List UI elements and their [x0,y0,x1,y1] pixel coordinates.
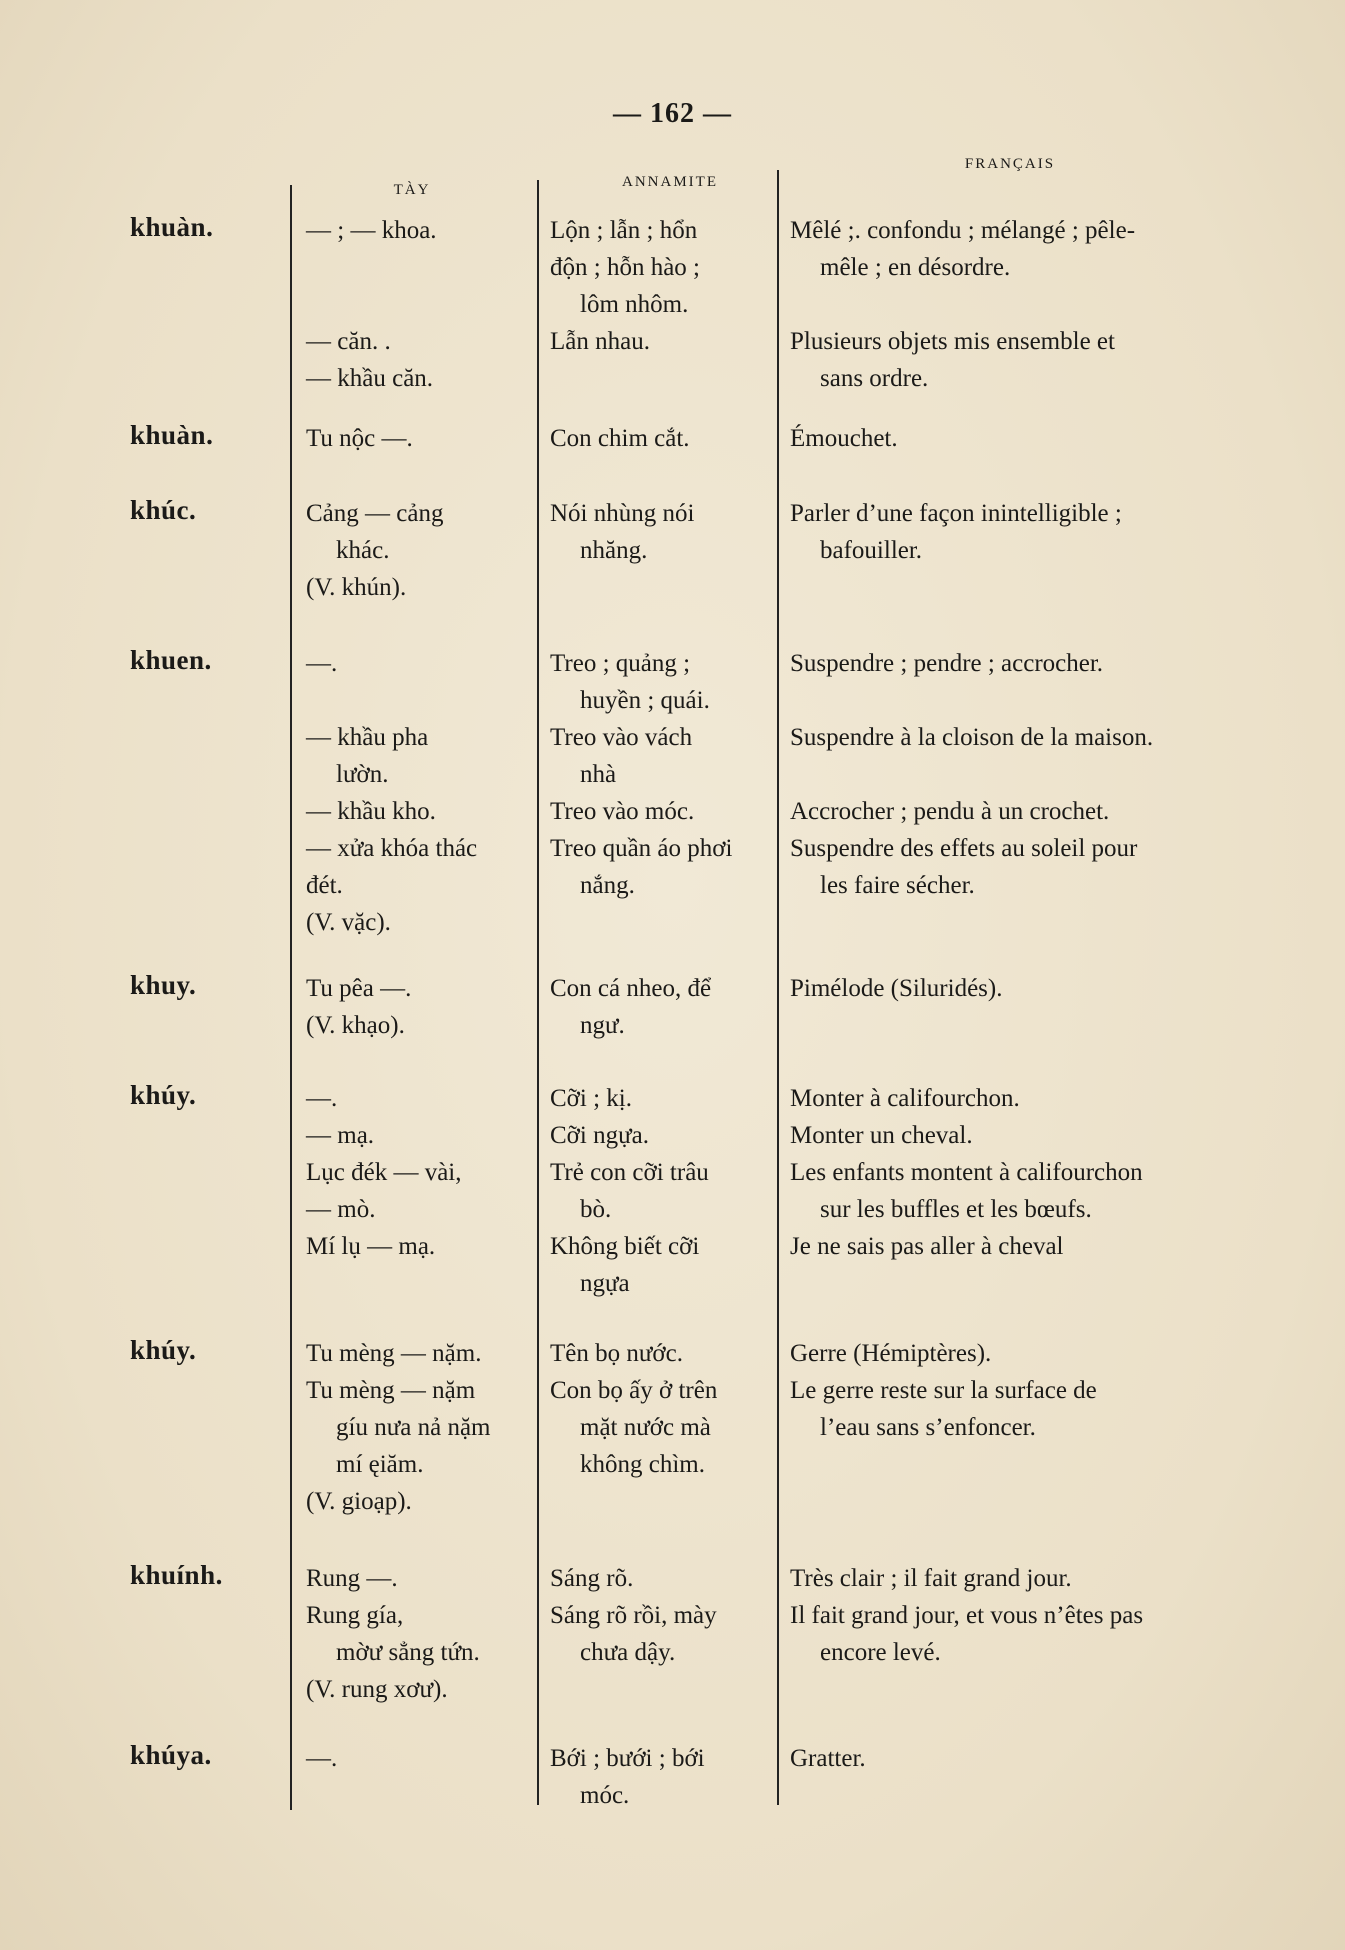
text-line: Cỡi ; kị. [550,1085,632,1112]
text-line: — căn. . [306,328,391,355]
text-line: sur les buffles et les bœufs. [820,1196,1092,1223]
french-translation [790,1080,1280,1265]
text-line: — mạ. [306,1122,375,1149]
column-rule-1 [290,185,292,1810]
text-line: Rung —. [306,1565,398,1592]
text-line: — khầu kho. [306,798,436,825]
text-line: (V. rung xơư). [306,1676,448,1703]
french-translation [790,1740,1280,1777]
text-line: Trẻ con cỡi trâu [550,1159,709,1186]
text-line: Sáng rõ. [550,1565,634,1592]
text-line: Parler d’une façon inintelligible ; [790,500,1122,527]
line-gap [790,756,1280,793]
text-line: Treo vào móc. [550,798,695,825]
tay-translation [306,1740,536,1777]
text-line: mí ęiăm. [336,1451,424,1478]
header-annamite: ANNAMITE [622,174,718,190]
annamite-translation [550,1560,786,1671]
text-line: — ; — khoa. [306,217,437,244]
text-line: encore levé. [820,1639,941,1666]
text-line: Mí lụ — mạ. [306,1233,436,1260]
text-line: Les enfants montent à califourchon [790,1159,1143,1186]
entry-headword: khuen. [130,645,212,675]
text-line: (V. khún). [306,574,407,601]
text-line: chưa dậy. [580,1639,676,1666]
text-line: gíu nưa nả nặm [336,1414,491,1441]
french-translation [790,212,1280,397]
text-line: (V. vặc). [306,909,391,936]
text-line: nhăng. [580,537,648,564]
text-line: Suspendre des effets au soleil pour [790,835,1138,862]
tay-translation [306,970,536,1044]
text-line: nắng. [580,872,635,899]
text-line: Không biết cỡi [550,1233,700,1260]
text-line: Con bọ ấy ở trên [550,1377,718,1404]
text-line: Monter à califourchon. [790,1085,1020,1112]
annamite-translation [550,495,786,569]
tay-translation [306,212,536,397]
tay-translation [306,495,536,606]
tay-translation [306,645,536,941]
text-line: Lẫn nhau. [550,328,650,355]
text-line: Je ne sais pas aller à cheval [790,1233,1064,1260]
text-line: Cảng — cảng [306,500,444,527]
annamite-translation [550,1335,786,1483]
text-line: —. [306,1085,338,1112]
entry-headword: khúy. [130,1335,197,1365]
line-gap [790,286,1280,323]
text-line: đét. [306,872,343,899]
text-line: ngựa [580,1270,630,1297]
text-line: bò. [580,1196,612,1223]
text-line: ngư. [580,1012,625,1039]
french-translation [790,645,1280,904]
annamite-translation [550,1080,786,1302]
text-line: Gratter. [790,1745,866,1772]
text-line: (V. khạo). [306,1012,405,1039]
annamite-translation [550,970,786,1044]
column-rule-2 [537,180,539,1805]
entry-headword: khuàn. [130,212,214,242]
line-gap [306,249,536,286]
text-line: Tu mèng — nặm. [306,1340,482,1367]
text-line: lườn. [336,761,389,788]
text-line: Cỡi ngựa. [550,1122,649,1149]
text-line: Treo quần áo phơi [550,835,733,862]
text-line: lôm nhôm. [580,291,689,318]
text-line: không chìm. [580,1451,705,1478]
text-line: — mò. [306,1196,376,1223]
text-line: Pimélode (Siluridés). [790,975,1003,1002]
tay-translation [306,1080,536,1265]
text-line: móc. [580,1782,630,1809]
french-translation [790,1335,1280,1446]
text-line: Con cá nheo, để [550,975,712,1002]
text-line: khác. [336,537,390,564]
annamite-translation [550,212,786,360]
text-line: Il fait grand jour, et vous n’êtes pas [790,1602,1144,1629]
text-line: Treo vào vách [550,724,693,751]
french-translation [790,970,1280,1007]
line-gap [306,682,536,719]
entry-headword: khuính. [130,1560,223,1590]
text-line: Monter un cheval. [790,1122,973,1149]
text-line: độn ; hỗn hào ; [550,254,700,281]
text-line: Tu mèng — nặm [306,1377,476,1404]
text-line: mặt nước mà [580,1414,711,1441]
page-number: — 162 — [613,98,732,129]
text-line: Lục đék — vài, [306,1159,462,1186]
text-line: Con chim cắt. [550,425,690,452]
text-line: —. [306,1745,338,1772]
tay-translation [306,1335,536,1520]
text-line: Sáng rõ rồi, mày [550,1602,717,1629]
tay-translation [306,1560,536,1708]
text-line: nhà [580,761,617,788]
text-line: Accrocher ; pendu à un crochet. [790,798,1110,825]
text-line: Gerre (Hémiptères). [790,1340,992,1367]
text-line: Lộn ; lẫn ; hổn [550,217,698,244]
text-line: —. [306,650,338,677]
line-gap [306,286,536,323]
entry-headword: khuàn. [130,420,214,450]
header-francais: FRANÇAIS [964,156,1056,172]
text-line: Émouchet. [790,425,898,452]
text-line: — xửa khóa thác [306,835,478,862]
text-line: bafouiller. [820,537,923,564]
annamite-translation [550,645,786,904]
annamite-translation [550,420,786,457]
entry-headword: khúc. [130,495,197,525]
text-line: Tu pêa —. [306,975,412,1002]
french-translation [790,420,1280,457]
tay-translation [306,420,536,457]
text-line: Nói nhùng nói [550,500,695,527]
text-line: Mêlé ;. confondu ; mélangé ; pêle- [790,217,1136,244]
text-line: Très clair ; il fait grand jour. [790,1565,1072,1592]
text-line: Rung gía, [306,1602,404,1629]
french-translation [790,495,1280,569]
text-line: Suspendre ; pendre ; accrocher. [790,650,1104,677]
text-line: — khầu căn. [306,365,434,392]
french-translation [790,1560,1280,1671]
text-line: Treo ; quảng ; [550,650,691,677]
annamite-translation [550,1740,786,1814]
entry-headword: khúya. [130,1740,212,1770]
text-line: mêle ; en désordre. [820,254,1011,281]
line-gap [790,682,1280,719]
entry-headword: khuy. [130,970,197,1000]
text-line: Plusieurs objets mis ensemble et [790,328,1115,355]
text-line: huyền ; quái. [580,687,710,714]
text-line: mờư sẳng tứn. [336,1639,480,1666]
text-line: — khầu pha [306,724,429,751]
text-line: Suspendre à la cloison de la maison. [790,724,1154,751]
header-tay: TÀY [393,182,431,198]
text-line: l’eau sans s’enfoncer. [820,1414,1036,1441]
text-line: sans ordre. [820,365,929,392]
text-line: Bới ; bưới ; bới [550,1745,705,1772]
text-line: Le gerre reste sur la surface de [790,1377,1097,1404]
text-line: Tên bọ nước. [550,1340,683,1367]
text-line: Tu nộc —. [306,425,413,452]
entry-headword: khúy. [130,1080,197,1110]
text-line: les faire sécher. [820,872,975,899]
text-line: (V. gioạp). [306,1488,412,1515]
